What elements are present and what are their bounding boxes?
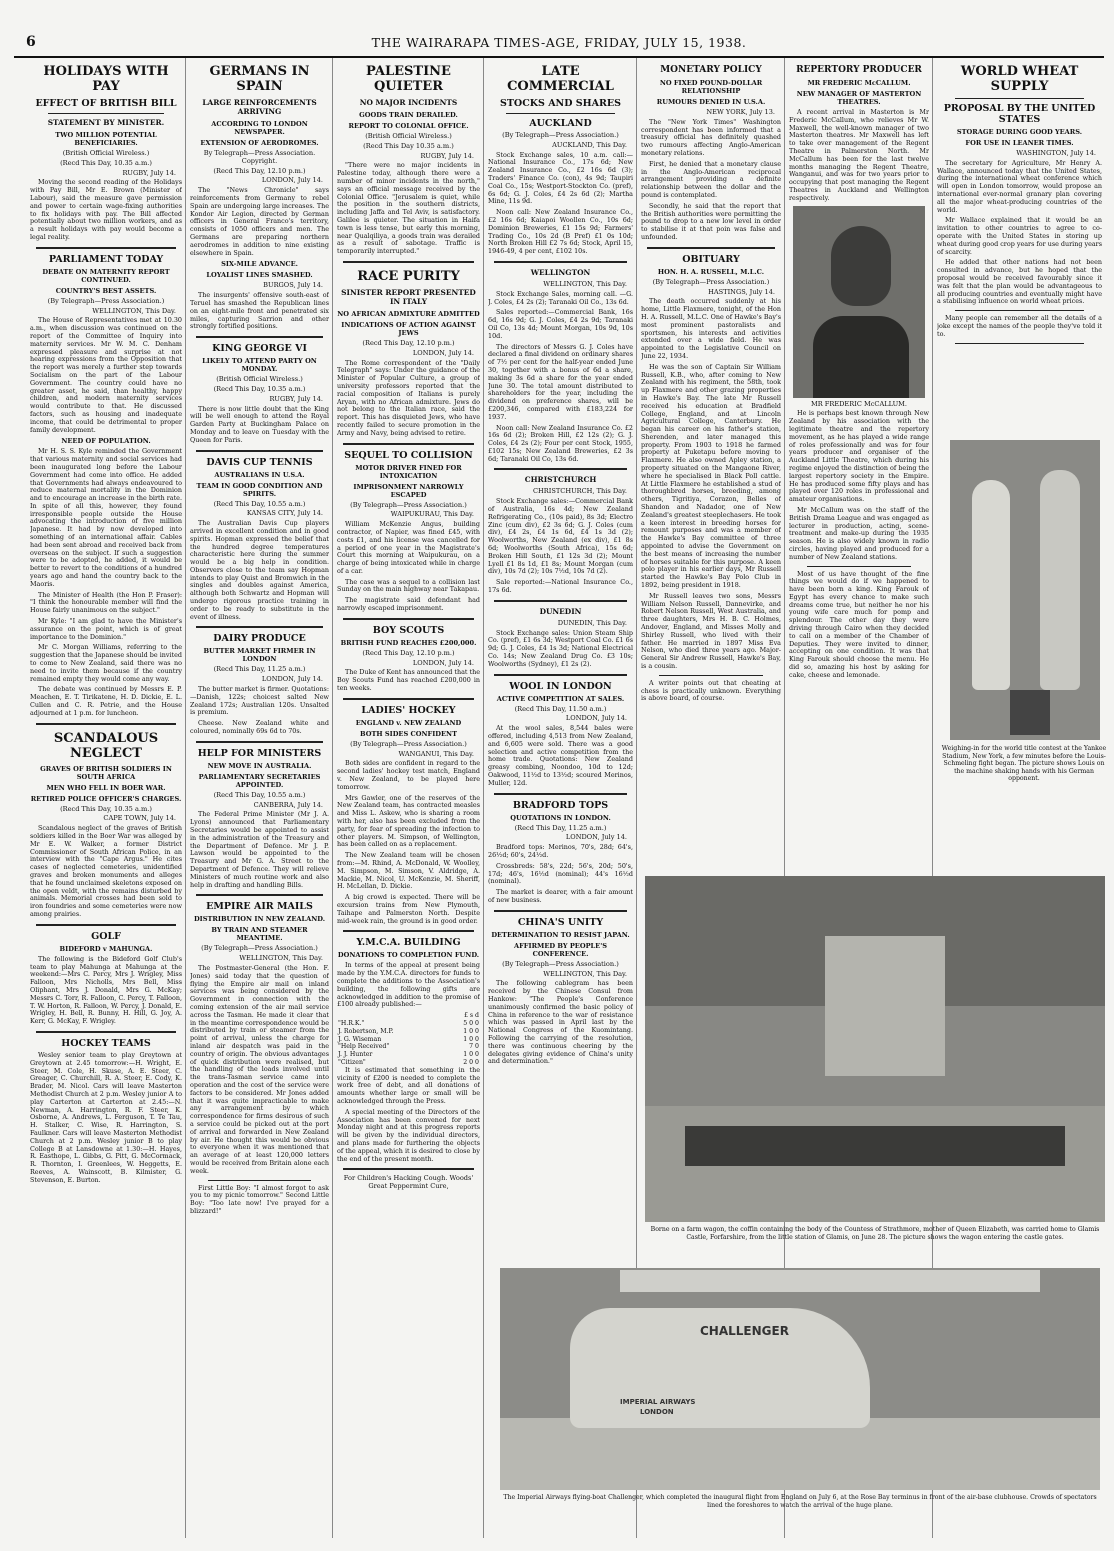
filler-text: Many people can remember all the details of a joke except the names of the people they've told it to. xyxy=(937,314,1102,338)
column-2 xyxy=(190,58,329,1548)
deck: NO AFRICAN ADMIXTURE ADMITTED xyxy=(337,309,480,318)
headline: BOY SCOUTS xyxy=(372,624,445,636)
body-text: Scandalous neglect of the graves of British soldiers killed in the Boer War was alleged by Mr E. W. Walker, a former District Commissioner of South African Police, in an interview with the "Cape Argus." He cites cases of neglected cemeteries, unidentified graves and broken monuments and alleges that he found unclaimed skeletons exposed on the open veldt, with the remains disturbed by animals. Memorial crosses had been sold to iron foundries and some cemeteries were now among prairies. xyxy=(30,824,182,918)
dateline: LONDON, July 14. xyxy=(565,833,627,842)
body-text: Stock Exchange sales: Union Steam Ship Co. (pref), £1 6s 3d; Westport Coal Co. £1 6s 9d; G. J. Coles, £4 1s 3d; National Electrical Co. 14s; New Zealand Drug Co. £3 10s; Woolworths (Sydney), £1 2s (2). xyxy=(488,628,633,668)
body-text: Mrs Gawler, one of the reserves of the New Zealand team, has contracted measles and Miss L. Askew, who is sharing a room with her, also has been excluded from the party, for fear of spreading the infection to other players. M. Simpson, of Wellington, has been called on as a replacement. xyxy=(337,793,480,849)
table-row: "Help Received" 7 0 xyxy=(338,1043,479,1051)
dateline: AUCKLAND, This Day. xyxy=(552,140,627,149)
dateline: WANGANUI, This Day. xyxy=(398,749,474,758)
body-text: The Australian Davis Cup players arrived in excellent condition and in good spirits. Hopman expressed the belief that the hundred degree temperatures characteristic here during the summer would be a big help in condition. Observers close to the team say Hopman intends to play Quist and Bromwich in the singles and doubles against America, although both Schwartz and Hopman will undergo rigorous practice training in order to be ready to substitute in the event of illness. xyxy=(190,519,329,621)
headline: BRADFORD TOPS xyxy=(512,799,609,811)
body-text: Mr Russell leaves two sons, Messrs William Nelson Russell, Dannevirke, and Robert Nelson Russell, West Australia, and three daughters, Mrs H. B. C. Holmes, Andover, England, and Misses Molly and Shirley Russell, who lived with their father. He married in 1897 Miss Eva Nelson, who died three years ago. Major-General Sir Andrew Russell, Hawke's Bay, is a cousin. xyxy=(641,591,781,670)
photo-caption: Borne on a farm wagon, the coffin containing the body of the Countess of Strathmore, mother of Queen Elizabeth, was carried home to Glamis Castle, Forfarshire, from the little station of Glamis, on June 28. The picture shows the wagon entering the castle gates. xyxy=(650,1226,1100,1241)
deck: RETIRED POLICE OFFICER'S CHARGES. xyxy=(30,794,182,803)
deck: ACCORDING TO LONDON NEWSPAPER. xyxy=(211,120,308,136)
page-number: 6 xyxy=(26,34,36,50)
dateline: WASHINGTON, July 14. xyxy=(1016,149,1096,157)
body-text: First, he denied that a monetary clause in the Anglo-American reciprocal arrangement providing a definite relationship between the dollar and the pound is contemplated. xyxy=(641,159,781,199)
filler-joke: First Little Boy: "I almost forgot to ask you to my picnic tomorrow." Second Little Boy: "Too late now! I've prayed for a blizzard!" xyxy=(190,1183,329,1215)
headline: Y.M.C.A. BUILDING xyxy=(356,937,461,949)
headline: MONETARY POLICY xyxy=(660,65,762,75)
deck: BUTTER MARKET FIRMER IN LONDON xyxy=(203,647,316,664)
deck: COUNTRY'S BEST ASSETS. xyxy=(55,286,157,295)
dateline: LONDON, July 14. xyxy=(412,348,474,357)
portrait-photo xyxy=(793,206,925,398)
dateline: CANBERRA, July 14. xyxy=(253,800,323,809)
deck: EXTENSION OF AERODROMES. xyxy=(200,139,319,147)
body-text: The Rome correspondent of the "Daily Telegraph" says: Under the guidance of the Minister of Popular Culture, a group of university professors reported that the racial composition of Italians is purely Aryan, with no African admixture. Jews do not belong to the Italian race, said the report. This has disquieted Jews, who have recently failed to secure promotion in the Army and Navy, being advised to retire. xyxy=(337,358,480,437)
body-text: He is perhaps best known through New Zealand by his association with the legitimate theatre and the repertory movement, as he has played a wide range of roles professionally and was for four years producer and organiser of the Auckland Little Theatre, which during his regime enjoyed the distinction of being the largest repertory society in the Empire. He has produced some fifty plays and has played over 120 roles in professional and amateur organisations. xyxy=(789,409,929,504)
deck: ACTIVE COMPETITION AT SALES. xyxy=(496,694,625,703)
crosshead: SIX-MILE ADVANCE. xyxy=(221,260,298,269)
photo-caption: MR FREDERIC McCALLUM. xyxy=(810,399,908,408)
dateline: RUGBY, July 14. xyxy=(420,151,474,160)
body-text: Sale reported:—National Insurance Co., 17s 6d. xyxy=(488,578,633,595)
body-text: The market is dearer, with a fair amount of new business. xyxy=(488,888,633,904)
body-text: The butter market is firmer. Quotations:—Danish, 122s; choicest salted New Zealand 172s; Australian 120s. Unsalted is premium. xyxy=(190,685,329,717)
crosshead: LOYALIST LINES SMASHED. xyxy=(206,271,313,280)
deck: BRITISH FUND REACHES £200,000. xyxy=(340,638,477,647)
plane-logo: LONDON xyxy=(640,1408,674,1416)
body-text: The following is the Bideford Golf Club's team to play Mahunga at Mahunga at the weekend:—Mrs C. Percy, Mrs J. Wrigley, Miss Falloon, Mrs Nicholls, Mrs Bell, Miss Oliphant, Mrs J. Donald, Mrs G. McKay; Messrs C. Torr, R. Falloon, C. Percy, T. Falloon, T. W. Horton, R. Falloon, W. Percy, J. Donald, E. Wrigley, H. Bell, R. Bunny, H. Hill, G. Joy, A. Kerr, G. McKay, F. Wrigley. xyxy=(30,954,182,1026)
received: (Recd This Day, 11.50 a.m.) xyxy=(514,704,607,713)
body-text: The magistrate said defendant had narrowly escaped imprisonment. xyxy=(337,596,480,613)
column-6 xyxy=(789,58,929,888)
subheadline: STOCKS AND SHARES xyxy=(500,98,621,109)
deck: SINISTER REPORT PRESENTED IN ITALY xyxy=(341,287,476,306)
body-text: The death occurred suddenly at his home, Little Flaxmere, tonight, of the Hon H. A. Russell, M.L.C. One of Hawke's Bay's most prominent pastoralists and sportsmen, his interests and activities extended over a wide field. He was appointed to the Legislative Council on June 22, 1934. xyxy=(641,297,781,360)
received: (Recd This Day, 10.35 a.m.) xyxy=(60,804,152,813)
deck: MR FREDERIC McCALLUM. xyxy=(807,79,911,87)
body-text: At the wool sales, 8,544 bales were offered, including 4,513 from New Zealand, and 6,605 were sold. There was a good selection and active competition from the home trade. Quotations: New Zealand greasy combing, Noondoo, 10d to 12d; Oakwood, 11½d to 13½d; scoured Merinos, Muller, 12d. xyxy=(488,724,633,787)
body-text: He added that other nations had not been consulted in advance, but he hoped that the proposal would be received favourably since it was felt that the plan would be advantageous to all producing countries and eventually might have a stabilising influence on world wheat prices. xyxy=(937,258,1102,306)
flying-boat-photo xyxy=(500,1268,1100,1490)
body-text: It is estimated that something in the vicinity of £200 is needed to complete the work free of debt, and all donations of amounts whether large or small will be acknowledged through the Press. xyxy=(337,1065,480,1105)
deck: STORAGE DURING GOOD YEARS. xyxy=(956,128,1083,136)
body-text: Sales reported:—Commercial Bank, 16s 6d, 16s 9d; G. J. Coles, £4 2s 9d; Taranaki Oil Co, 13s 4d; Mount Morgan, 10s 9d, 10s 10d. xyxy=(488,308,633,340)
deck: BOTH SIDES CONFIDENT xyxy=(360,729,457,738)
body-text: The directors of Messrs G. J. Coles have declared a final dividend on ordinary shares of 7½ per cent for the half-year ended June 30, together with a bonus of 6d a share, making 3s 6d a share for the year ended June 30. The total amount distributed to shareholders for the year, including the dividend on preference shares, will be £200,346, compared with £183,224 for 1937. xyxy=(488,342,633,421)
credit: (By Telegraph—Press Association.) xyxy=(350,739,467,748)
body-text: Noon call: New Zealand Insurance Co., £2 16s 6d; Kaiapoi Woollen Co., 10s 6d; Dominion Breweries, £1 15s 9d; Farmers' Trading Co., 10s 2d (B Pref) £1 0s 10d; North Broken Hill £2 7s 6d; Stock, April 15, 1946-49, 4 per cent, £102 10s. xyxy=(488,208,633,256)
deck: DEBATE ON MATERNITY REPORT CONTINUED. xyxy=(42,267,170,284)
received: (Recd This Day, 10.35 a.m.) xyxy=(213,384,306,393)
subheadline: EFFECT OF BRITISH BILL xyxy=(35,98,177,109)
received: (Recd This Day, 10.55 a.m.) xyxy=(213,790,306,799)
deck: GOODS TRAIN DERAILED. xyxy=(359,111,458,119)
body-text: Mr McCallum was on the staff of the British Drama League and was engaged as lecturer in production, acting, scene-treatment and make-up during the 1935 season. He is also widely known in radio circles, having played and produced for a number of New Zealand stations. xyxy=(789,505,929,561)
dateline: WELLINGTON, This Day. xyxy=(239,954,323,963)
plane-logo: IMPERIAL AIRWAYS xyxy=(620,1398,696,1406)
headline: HOCKEY TEAMS xyxy=(61,1037,151,1049)
deck: FOR USE IN LEANER TIMES. xyxy=(965,139,1074,147)
body-text: The Federal Prime Minister (Mr J. A. Lyons) announced that Parliamentary Secretaries would be appointed to assist in the administration of the Treasury and the Department of Defence. Mr J. P. Lawson would be appointed to the Treasury and Mr G. A. Street to the Department of Defence. They will relieve Ministers of much routine work and also help in drafting and handling Bills. xyxy=(190,810,329,889)
body-text: The Minister of Health (the Hon P. Fraser): "I think the honourable member will find the House fairly unanimous on the subject." xyxy=(30,590,182,615)
deck: DETERMINATION TO RESIST JAPAN. xyxy=(491,930,630,939)
dateline: LONDON, July 14. xyxy=(261,176,323,185)
section-head: CHRISTCHURCH xyxy=(524,475,597,485)
body-text: He was the son of Captain Sir William Russell, K.B., who, after coming to New Zealand with his regiment, the 58th, took up Flaxmere and other grazing properties in Hawke's Bay. The late Mr Russell received his education at Bradfield College, England, and at Lincoln Agricultural College, Canterbury. He began his career on his father's station, Sherenden, and later managed this property. From 1903 to 1918 he farmed property at Puketapu before moving to Flaxmere. He also owned Apley station, a property situated on the Mangaone River, where he specialised in Black Poll cattle. At Little Flaxmere he established a stud of thoroughbred horses, breeding, among others, Tigritiya, Corazon, Belles of Shandon and Nadador, one of New Zealand's greatest steeplechasers. He took a keen interest in breeding horses for remount purposes and was a member of the Hawke's Bay committee of three appointed to advise the Government on the best means of increasing the number of horses suitable for this purpose. A keen polo player in his earlier days, Mr Russell started the Hawke's Bay Polo Club in 1892, being president in 1918. xyxy=(641,362,781,590)
body-text: Secondly, he said that the report that the British authorities were permitting the pound to drop to a new low level in order to stabilise it at that poin was false and unfounded. xyxy=(641,201,781,241)
dateline: WELLINGTON, This Day. xyxy=(543,969,627,978)
deck: BY TRAIN AND STEAMER MEANTIME. xyxy=(211,926,308,943)
headline: EMPIRE AIR MAILS xyxy=(206,901,313,913)
body-text: The "New York Times" Washington correspondent has been informed that a treasury official has definitely quashed two rumours affecting Anglo-American monetary relations. xyxy=(641,117,781,157)
headline: PALESTINE QUIETER xyxy=(366,64,451,94)
table-row: J. G. Wiseman 1 0 0 xyxy=(338,1035,479,1043)
dateline: WELLINGTON, This Day. xyxy=(92,306,176,315)
funeral-photo xyxy=(645,876,1105,1222)
headline: KING GEORGE VI xyxy=(212,343,307,355)
dateline: NEW YORK, July 13. xyxy=(706,108,775,116)
deck: LARGE REINFORCEMENTS ARRIVING xyxy=(202,98,317,116)
deck: ENGLAND v. NEW ZEALAND xyxy=(355,718,462,727)
section-head: WELLINGTON xyxy=(530,267,591,277)
body-text: Stock Exchange sales, 10 a.m. call:—National Insurance Co., 17s 6d; New Zealand Insurance Co., £2 16s 6d (3); Traders' Finance Co. (con), 4s 9d; Taupiri Coal Co., 15s; Westport-Stockton Co. (pref), 6s 6d; G. J. Coles, £4 2s 6d (2); Martha Mine, 11s 9d. xyxy=(488,150,633,206)
photo-caption: Weighing-in for the world title contest at the Yankee Stadium, New York, a few minutes before the Louis-Schmeling fight began. The picture shows Louis on the machine shaking hands with his German opponent. xyxy=(941,745,1107,783)
received: (Recd This Day, 11.25 a.m.) xyxy=(514,823,607,832)
headline: OBITUARY xyxy=(682,253,740,265)
body-text: "There were no major incidents in Palestine today, although there were a number of minor incidents in the north," says an official message received by the Colonial Office. "Jerusalem is quiet, while the position in the southern districts, including Jaffa and Tel Aviv, is satisfactory. Galilee is quieter. The situation in Haifa town is less tense, but early this morning, near Qualqiliya, a goods train was derailed as a result of sabotage. Traffic is temporarily interrupted." xyxy=(337,161,480,256)
headline: RACE PURITY xyxy=(357,268,460,284)
plane-name: CHALLENGER xyxy=(700,1324,789,1338)
deck: GRAVES OF BRITISH SOLDIERS IN SOUTH AFRICA xyxy=(40,764,172,781)
deck: INDICATIONS OF ACTION AGAINST JEWS xyxy=(341,320,476,337)
headline: DAVIS CUP TENNIS xyxy=(206,456,313,468)
body-text: The insurgents' offensive south-east of Teruel has smashed the Republican lines on an eight-mile front and penetrated six miles, capturing Sarrion and other strongly fortified positions. xyxy=(190,291,329,331)
deck: AUSTRALIANS IN U.S.A. xyxy=(214,470,305,479)
masthead xyxy=(14,32,1104,58)
credit: (British Official Wireless.) xyxy=(62,149,150,157)
deck: IMPRISONMENT NARROWLY ESCAPED xyxy=(353,482,464,499)
headline: REPERTORY PRODUCER xyxy=(796,65,922,75)
deck: LIKELY TO ATTEND PARTY ON MONDAY. xyxy=(202,357,317,374)
deck: NEW MOVE IN AUSTRALIA. xyxy=(207,761,312,770)
body-text: The case was a sequel to a collision last Sunday on the main highway near Takapau. xyxy=(337,577,480,594)
advertisement: For Children's Hacking Cough. Woods' Great Peppermint Cure, xyxy=(343,1174,474,1191)
dateline: LONDON, July 14. xyxy=(261,675,323,684)
body-text: William McKenzie Angus, building contractor, of Napier, was fined £45, with costs £1, and his license was cancelled for a period of one year in the Magistrate's Court this morning at Waipukurau, on a charge of being intoxicated while in charge of a car. xyxy=(337,520,480,575)
table-row: J. J. Hunter 1 0 0 xyxy=(338,1051,479,1059)
table-row: "H.R.K." 5 0 0 xyxy=(338,1019,479,1027)
body-text: Wesley senior team to play Greytown at Greytown at 2.45 tomorrow:—H. Wright, E. Steer, M. Cole, H. Skuse, A. E. Steer, C. Greager, C. Churchill, R. A. Steer, E. Cody, K. Brader, M. Nicol. Cars will leave Masterton Methodist Church at 2 p.m. Wesley junior A to play Carterton at Carterton at 2.45:—N. Newman, A. Harrington, R. F. Steer, K. Osborne, A. Andrews, L. Ferguson, T. Te Tau, H. Stalker, C. Wise, R. Harrington, S. Faulkner. Cars will leave Masterton Methodist Church at 2 p.m. Wesley junior B to play College B at Lansdowne at 1.30:—H. Hayes, R. Easthope, L. Gibbs, G. Pitt, G. McCormack, R. Thornton, I. Greenlees, W. Heggetts, E. Reeves, A. Wainscott, B. Kilmister, G. Stevenson, E. Burton. xyxy=(30,1050,182,1184)
dateline: CAPE TOWN, July 14. xyxy=(103,814,176,823)
column-3 xyxy=(337,58,480,1548)
deck: MOTOR DRIVER FINED FOR INTOXICATION xyxy=(355,463,462,480)
section-head: DUNEDIN xyxy=(539,606,582,616)
body-text: The "News Chronicle" says reinforcements from Germany to rebel Spain are undergoing large increases. The Kondor Air Legion, directed by German officers in General Franco's territory, consists of 1050 officers and men. The Germans are preparing northern aerodromes in addition to nine existing elsewhere in Spain. xyxy=(190,186,329,257)
body-text: A big crowd is expected. There will be excursion trains from New Plymouth, Taihape and Palmerston North. Despite mid-week rain, the ground is in good order. xyxy=(337,893,480,925)
credit: By Telegraph—Press Association. Copyright. xyxy=(203,149,316,165)
deck: NO FIXED POUND-DOLLAR RELATIONSHIP xyxy=(659,79,763,95)
deck: RUMOURS DENIED IN U.S.A. xyxy=(656,98,766,106)
body-text: The Postmaster-General (the Hon. F. Jones) said today that the question of flying the Empire air mail on inland services was being considered by the Government in connection with the coming extension of the air mail service across the Tasman. He made it clear that in the meantime correspondence would be distributed by train or steamer from the point of arrival, unless the charge for inland air despatch was paid in the country of origin. The obvious advantages of quick distribution were realised, but the handling of the loads involved until the trans-Tasman service came into operation and the cost of the service were factors to be considered. Mr Jones added that it was quite impracticable to make any arrangement by which correspondence for firms desirous of such a service could be picked out at the port of arrival and forwarded in New Zealand by air. He thought this would be obvious to everyone when it was mentioned that an average of at least 120,000 letters would be received from Britain alone each week. xyxy=(190,964,329,1175)
newspaper-title: THE WAIRARAPA TIMES-AGE, FRIDAY, JULY 15, 1938. xyxy=(371,35,747,50)
dateline: CHRISTCHURCH, This Day. xyxy=(533,487,627,496)
dateline: BURGOS, July 14. xyxy=(263,281,323,290)
credit: (By Telegraph—Press Association.) xyxy=(502,131,619,139)
body-text: Crossbreds: 58's, 22d; 56's, 20d; 50's, 17d; 46's, 16½d (nominal); 44's 16½d (nominal). xyxy=(488,861,633,886)
body-text: Both sides are confident in regard to the second ladies' hockey test match, England v. New Zealand, to be played here tomorrow. xyxy=(337,759,480,791)
body-text: A special meeting of the Directors of the Association has been convened for next Monday night and at this progress reports will be given by the individual directors, and plans made for furthering the objects of the appeal, which it is desired to close by the end of the present month. xyxy=(337,1107,480,1163)
received: (Recd This Day 10.35 a.m.) xyxy=(363,141,454,150)
headline: HOLIDAYS WITH PAY xyxy=(43,64,169,94)
received: (Recd This Day, 12.10 p.m.) xyxy=(362,648,455,657)
subheadline: PROPOSAL BY THE UNITED STATES xyxy=(943,103,1096,125)
boxing-photo xyxy=(950,440,1100,740)
donations-table xyxy=(337,1012,480,1067)
body-text: Mr Kyle: "I am glad to have the Minister's assurance on the point, which is of great importance to the Dominion." xyxy=(30,617,182,641)
deck: NO MAJOR INCIDENTS xyxy=(359,98,458,107)
table-row: "Citizen" 2 0 0 xyxy=(338,1058,479,1066)
dateline: HASTINGS, July 14. xyxy=(708,287,775,296)
headline: WOOL IN LONDON xyxy=(509,680,612,692)
deck: MEN WHO FELL IN BOER WAR. xyxy=(46,783,166,792)
body-text: Moving the second reading of the Holidays with Pay Bill, Mr E. Brown (Minister of Labour), said the measure gave permission and power to certain wage-fixing authorities to fix holidays with pay. The Bill affected potentially about two million workers, and as a result holidays with pay would become a legal reality. xyxy=(30,178,182,241)
headline: WORLD WHEAT SUPPLY xyxy=(960,64,1079,94)
credit: (By Telegraph—Press Association.) xyxy=(201,944,318,953)
body-text: Cheese. New Zealand white and coloured, nominally 69s 6d to 70s. xyxy=(190,719,329,736)
received: (Recd This Day, 10.55 a.m.) xyxy=(213,499,306,508)
received: (Recd This Day, 10.35 a.m.) xyxy=(60,158,152,167)
body-text: Most of us have thought of the fine things we would do if we happened to have been born a king. King Farouk of Egypt has every chance to make such dreams come true, but neither he nor his young wife care much for pomp and splendour. The other day they were driving through Cairo when they decided to call on a member of the Chamber of Deputies. They were invited to dinner, accepting on one condition. It was that King Farouk should choose the menu. He did so, amazing his host by asking for cake, cheese and lemonade. xyxy=(789,569,929,679)
crosshead: NEED OF POPULATION. xyxy=(61,437,151,446)
headline: LATE COMMERCIAL xyxy=(507,64,614,94)
body-text: Stock Exchange Sales, morning call. —G. J. Coles, £4 2s (2); Taranaki Oil Co., 13s 6d. xyxy=(488,289,633,306)
body-text: Mr H. S. S. Kyle reminded the Government that various maternity and social services had been inaugurated long before the Labour Government had come into office. He added that Governments had always endeavoured to reduce maternal mortality in the Dominion and to encourage an increase in the birth rate. In spite of all this, however, they found irresponsible people outside the House advocating the introduction of five million Japanese. It had by now developed into something of an international affair. Cables had been sent abroad and received back from overseas on the subject. If such a suggestion were to be adopted, he added, it would be better to revert to the conditions of a hundred years ago and hand the country back to the Maoris. xyxy=(30,447,182,588)
deck: REPORT TO COLONIAL OFFICE. xyxy=(348,122,469,130)
dateline: WELLINGTON, This Day. xyxy=(543,279,627,288)
body-text: Mr C. Morgan Williams, referring to the suggestion that the Japanese should be invited to come to New Zealand, said there was no need to invite them because if the country remained empty they would come any way. xyxy=(30,643,182,683)
dateline: WAIPUKURAU, This Day. xyxy=(390,510,474,519)
deck: PARLIAMENTARY SECRETARIES APPOINTED. xyxy=(198,772,321,789)
body-text: The secretary for Agriculture, Mr Henry A. Wallace, announced today that the United States, during the international wheat conference which will open in London tomorrow, would propose an international ever-normal granary plan covering all the major wheat-producing countries of the world. xyxy=(937,158,1102,214)
headline: DAIRY PRODUCE xyxy=(213,633,306,645)
column-1 xyxy=(30,58,182,1548)
dateline: RUGBY, July 14. xyxy=(122,168,176,177)
headline: GERMANS IN SPAIN xyxy=(209,64,310,94)
deck: TWO MILLION POTENTIAL BENEFICIARIES. xyxy=(55,131,157,147)
headline: PARLIAMENT TODAY xyxy=(48,253,164,265)
deck: BIDEFORD v MAHUNGA. xyxy=(59,944,153,953)
body-text: The New Zealand team will be chosen from:—M. Rhind, A. McDonald, W. Woolley, M. Simpson, M. Simson, V. Aldridge, A. Mackie, M. Nicol, U. McKenzie, M. Sheriff, H. McLellan, D. Dickie. xyxy=(337,851,480,891)
body-text: The debate was continued by Messrs E. P. Meachen, E. T. Tirikatene, H. D. Dickie, E. L. Cullen and C. R. Petrie, and the House adjourned at 1 p.m. for luncheon. xyxy=(30,685,182,717)
headline: LADIES' HOCKEY xyxy=(361,704,456,716)
body-text: Mr Wallace explained that it would be an invitation to other countries to agree to co-operate with the United States in storing up wheat during good crop years for use during years of scarcity. xyxy=(937,216,1102,256)
filler-text: A writer points out that cheating at chess is practically unknown. Everything is above board, of course. xyxy=(641,678,781,703)
received: (Recd This Day, 12.10 p.m.) xyxy=(362,338,455,347)
photo-caption: The Imperial Airways flying-boat Challenger, which completed the inaugural flight from England on July 6, at the Rose Bay terminus in front of the air-base clubhouse. Crowds of spectators lined the foreshores to watch the arrival of the huge plane. xyxy=(503,1494,1097,1509)
received: (Recd This Day, 12.10 p.m.) xyxy=(213,166,306,175)
body-text: The following cablegram has been received by the Chinese Consul from Hankow: "The People's Conference unanimously confirmed the basic policy of China in reference to the war of resistance which was passed in April last by the National Congress of the Kuomintang. Following the carrying of the resolution, there was continuous cheering by the delegates giving evidence of China's unity and determination." xyxy=(488,979,633,1066)
table-row: J. Robertson, M.P. 1 0 0 xyxy=(338,1027,479,1035)
deck: DONATIONS TO COMPLETION FUND. xyxy=(337,951,480,960)
headline: CHINA'S UNITY xyxy=(517,916,604,928)
dateline: DUNEDIN, This Day. xyxy=(557,618,627,627)
body-text: Stock Exchange sales:—Commercial Bank of Australia, 16s 4d; New Zealand Refrigerating Co., (10s paid), 8s 3d; Electro Zinc (cum div), £2 3s 6d; G. J. Coles (cum div), £4 2s, £4 1s 6d, £4 1s 3d (2); Woolworths, New Zealand (ex div), £1 8s 6d; Woolworths (South Africa), 15s 6d; Broken Hill South, £1 12s 3d (2); Mount Lyell £1 8s 1d, £1 8s; Mount Morgan (cum div), 10s 7d (2); 10s 7½d, 10s 7d (2). xyxy=(488,497,633,576)
credit: (By Telegraph—Press Association.) xyxy=(350,500,467,509)
credit: (By Telegraph—Press Association.) xyxy=(502,959,619,968)
section-head: AUCKLAND xyxy=(529,118,592,129)
credit: (By Telegraph—Press Association.) xyxy=(47,296,165,305)
headline: GOLF xyxy=(91,930,121,942)
body-text: A recent arrival in Masterton is Mr Frederic McCallum, who relieves Mr W. Maxwell, the well-known manager of two Masterton theatres. Mr Maxwell has left to take over management of the Regent Theatre in Palmerston North. Mr McCallum has been for the last twelve months managing the Regent Theatre, Wanganui, and was for two years prior to occupying that post managing the Regent Theatres in Auckland and Wellington respectively. xyxy=(789,108,929,202)
dateline: RUGBY, July 14. xyxy=(269,394,323,403)
table-header: £ s d xyxy=(463,1012,479,1020)
received: (Recd This Day, 11.25 a.m.) xyxy=(213,665,306,674)
deck: HON. H. A. RUSSELL, M.L.C. xyxy=(657,267,765,276)
deck: STATEMENT BY MINISTER. xyxy=(47,118,165,127)
body-text: In terms of the appeal at present being made by the Y.M.C.A. directors for funds to complete the additions to the Association's building, the following gifts are acknowledged in addition to the promise of £100 already published:— xyxy=(337,961,480,1009)
credit: (British Official Wireless.) xyxy=(216,375,303,384)
deck: QUOTATIONS IN LONDON. xyxy=(510,813,611,822)
credit: (By Telegraph—Press Association.) xyxy=(652,277,770,286)
body-text: Noon call: New Zealand Insurance Co. £2 16s 6d (2); Broken Hill, £2 12s (2); G. J. Coles, £4 2s (2); Four per cent Stock, 1955, £102 15s; New Zealand Breweries, £2 3s 6d; Taranaki Oil Co, 13s 6d. xyxy=(488,423,633,463)
body-text: The House of Representatives met at 10.30 a.m., when discussion was continued on the report of the Committee of Inquiry into maternity services. Mr W. M. C. Denham expressed pleasure and surprise at not hearing expressions from the Opposition that the report was merely a further step towards Socialism on the part of the Labour Government. The country could have no greater asset, he said, than healthy, happy children, and modern maternity services would contribute to that. He discussed factors, such as housing and inadequate income, that could be detrimental to proper family development. xyxy=(30,316,182,434)
body-text: There is now little doubt that the King will be well enough to attend the Royal Garden Party at Buckingham Palace on Monday and to leave on Tuesday with the Queen for Paris. xyxy=(190,404,329,444)
body-text: The Duke of Kent has announced that the Boy Scouts Fund has reached £200,000 in ten weeks. xyxy=(337,668,480,693)
deck: AFFIRMED BY PEOPLE'S CONFERENCE. xyxy=(514,941,607,958)
headline: HELP FOR MINISTERS xyxy=(197,747,322,759)
deck: TEAM IN GOOD CONDITION AND SPIRITS. xyxy=(196,481,323,498)
deck: DISTRIBUTION IN NEW ZEALAND. xyxy=(193,915,326,924)
headline: SCANDALOUS NEGLECT xyxy=(53,730,159,761)
deck: NEW MANAGER OF MASTERTON THEATRES. xyxy=(796,90,922,106)
body-text: Bradford tops: Merinos, 70's, 28d; 64's, 26½d; 60's, 24½d. xyxy=(488,843,633,859)
dateline: LONDON, July 14. xyxy=(412,658,474,667)
column-5 xyxy=(641,58,781,888)
headline: SEQUEL TO COLLISION xyxy=(344,449,473,461)
dateline: KANSAS CITY, July 14. xyxy=(246,509,323,518)
credit: (British Official Wireless.) xyxy=(365,132,452,140)
dateline: LONDON, July 14. xyxy=(565,714,627,723)
